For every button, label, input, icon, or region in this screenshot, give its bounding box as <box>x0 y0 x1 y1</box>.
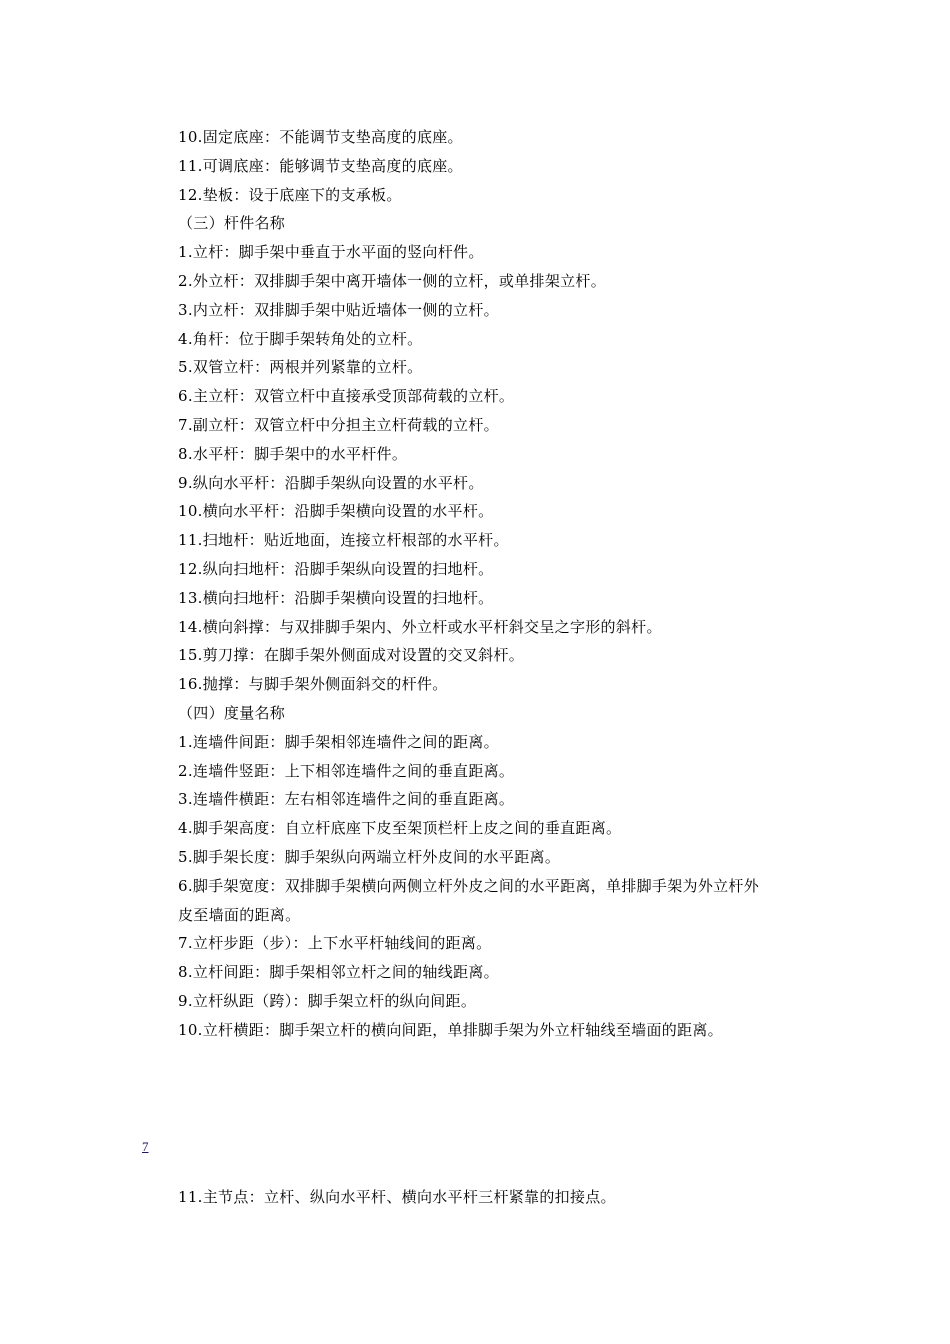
text-line: 4.角杆：位于脚手架转角处的立杆。 <box>178 329 423 348</box>
text-line: 7.副立杆：双管立杆中分担主立杆荷载的立杆。 <box>178 415 499 434</box>
text-line: 9.立杆纵距（跨）：脚手架立杆的纵向间距。 <box>178 991 477 1010</box>
text-line: 6.主立杆：双管立杆中直接承受顶部荷载的立杆。 <box>178 387 515 406</box>
text-line: 13.横向扫地杆：沿脚手架横向设置的扫地杆。 <box>178 588 494 607</box>
text-line: 5.脚手架长度：脚手架纵向两端立杆外皮间的水平距离。 <box>178 847 561 866</box>
next-page-text <box>178 1183 818 1212</box>
text-line: 8.水平杆：脚手架中的水平杆件。 <box>178 444 408 463</box>
text-line: 1.立杆：脚手架中垂直于水平面的竖向杆件。 <box>178 243 484 262</box>
body-text <box>178 123 818 1045</box>
text-line: 15.剪刀撑：在脚手架外侧面成对设置的交叉斜杆。 <box>178 646 525 665</box>
text-line: 11.扫地杆：贴近地面，连接立杆根部的水平杆。 <box>178 531 509 550</box>
text-line: 14.横向斜撑：与双排脚手架内、外立杆或水平杆斜交呈之字形的斜杆。 <box>178 617 662 636</box>
text-line: 12.纵向扫地杆：沿脚手架纵向设置的扫地杆。 <box>178 559 494 578</box>
text-line: 11.主节点：立杆、纵向水平杆、横向水平杆三杆紧靠的扣接点。 <box>178 1188 616 1206</box>
text-line: 8.立杆间距：脚手架相邻立杆之间的轴线距离。 <box>178 963 499 982</box>
text-line: 10.立杆横距：脚手架立杆的横向间距，单排脚手架为外立杆轴线至墙面的距离。 <box>178 1020 723 1039</box>
text-line: 10.横向水平杆：沿脚手架横向设置的水平杆。 <box>178 502 494 521</box>
text-line: 3.连墙件横距：左右相邻连墙件之间的垂直距离。 <box>178 790 515 809</box>
text-line: 2.外立杆：双排脚手架中离开墙体一侧的立杆，或单排架立杆。 <box>178 271 607 290</box>
text-line: 6.脚手架宽度：双排脚手架横向两侧立杆外皮之间的水平距离，单排脚手架为外立杆外 <box>178 876 760 895</box>
text-line: 12.垫板：设于底座下的支承板。 <box>178 185 402 204</box>
text-line: 9.纵向水平杆：沿脚手架纵向设置的水平杆。 <box>178 473 484 492</box>
text-line: 16.抛撑：与脚手架外侧面斜交的杆件。 <box>178 675 448 694</box>
text-line: 5.双管立杆：两根并列紧靠的立杆。 <box>178 358 423 377</box>
text-line: 皮至墙面的距离。 <box>178 905 301 924</box>
section-heading: （三）杆件名称 <box>178 214 286 233</box>
text-line: 10.固定底座：不能调节支垫高度的底座。 <box>178 128 463 146</box>
text-line: 3.内立杆：双排脚手架中贴近墙体一侧的立杆。 <box>178 300 499 319</box>
text-line: 11.可调底座：能够调节支垫高度的底座。 <box>178 156 463 175</box>
text-line: 2.连墙件竖距：上下相邻连墙件之间的垂直距离。 <box>178 761 515 780</box>
page-number: 7 <box>142 1139 149 1154</box>
text-line: 1.连墙件间距：脚手架相邻连墙件之间的距离。 <box>178 732 499 751</box>
section-heading: （四）度量名称 <box>178 703 286 722</box>
text-line: 7.立杆步距（步）：上下水平杆轴线间的距离。 <box>178 934 492 953</box>
text-line: 4.脚手架高度：自立杆底座下皮至架顶栏杆上皮之间的垂直距离。 <box>178 819 622 838</box>
